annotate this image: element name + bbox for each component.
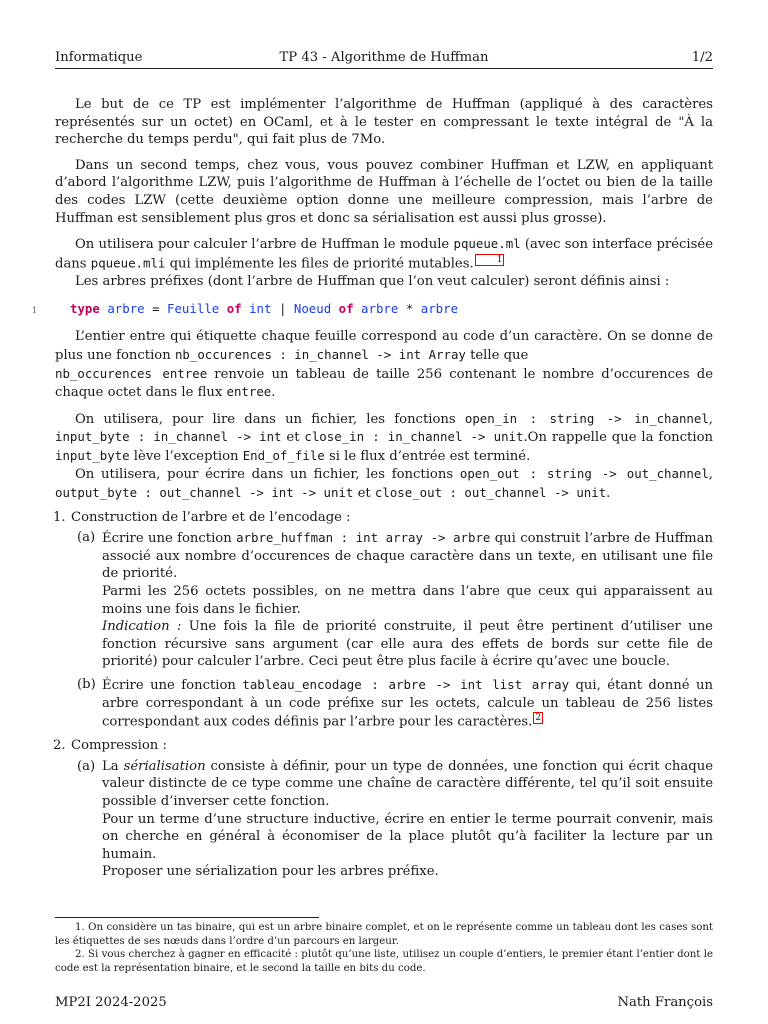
question-text (102, 758, 713, 811)
inline-code: open_in : string -> in_channel (464, 410, 709, 426)
question-label: (a) (77, 530, 96, 546)
inline-code: output_byte : out_channel -> int -> unit (55, 485, 354, 501)
exercise-1-subitems (71, 529, 713, 731)
inline-code: nb_occurences : in_channel -> int Array (174, 346, 466, 362)
header-subject: Informatique (55, 50, 143, 65)
code-type: int (249, 301, 272, 317)
text: On utilisera pour calculer l’arbre de Huffman le module (75, 237, 454, 253)
code-keyword: of (338, 301, 354, 317)
intro-paragraph-2: Dans un second temps, chez vous, vous pouvez combiner Huffman et LZW, en appliquant d’abord l’algorithme LZW, puis l’algorithme de Huffman à l’échelle de l’octet ou bien de la taille des codes LZW (cette deuxième option donne une meilleure compression, mais l’arbre de Huffman est sensiblement plus gros et donc sa sérialisation est aussi plus grosse). (55, 157, 713, 226)
code-constructor: Feuille (167, 301, 220, 317)
text: Une fois la file de priorité construite, il peut être pertinent d’utiliser une fonction récursive sans argument (car elle aura des effets de bords sur cette file de priorité) pour calculer l’arbre. Ceci peut être plus facile à écrire qu’avec une boucle. (102, 619, 713, 670)
text: telle que (465, 347, 529, 363)
emphasis: sérialisation (123, 758, 206, 774)
exercise-2-subitems (71, 758, 713, 881)
header-page-number: 1/2 (691, 50, 713, 65)
text: L’entier entre qui étiquette chaque feuille correspond au code d’un caractère. On se donne de plus une fonction (55, 329, 713, 363)
question-text: Pour un terme d’une structure inductive, écrire en entier le terme pourrait convenir, mais on cherche en général à économiser de la place plutôt qu’à faciliter la lecture par un humain. (102, 811, 713, 862)
inline-code: input_byte : in_channel -> int (55, 429, 282, 445)
text: On utilisera, pour écrire dans un fichier, les fonctions (75, 467, 460, 483)
exercise-2 (55, 737, 713, 881)
footnote-2: 2. Si vous cherchez à gagner en efficacité : plutôt qu’une liste, utilisez un couple d’entiers, le premier étant l’entier dont le code est la représentation binaire, et le second la taille en bits du code. (55, 949, 713, 974)
page-header (55, 50, 713, 69)
inline-code: pqueue.ml (453, 236, 521, 252)
question-text: Parmi les 256 octets possibles, on ne mettra dans l’abre que ceux qui apparaissent au moins une fois dans le fichier. (102, 584, 713, 617)
header-title: TP 43 - Algorithme de Huffman (279, 50, 489, 65)
code-token: = (144, 301, 168, 317)
code-token: | (271, 301, 294, 317)
question-text (102, 529, 713, 583)
code-type: arbre (361, 301, 399, 317)
text: Écrire une fonction (102, 531, 237, 547)
text: et (281, 430, 305, 446)
exercise-number: 2. (53, 738, 66, 754)
question-text: Proposer une sérialization pour les arbres préfixe. (102, 864, 439, 880)
text: et (353, 486, 375, 502)
intro-paragraph-1: Le but de ce TP est implémenter l’algorithme de Huffman (appliqué à des caractères représentés sur un octet) en OCaml, et à le tester en compressant le texte intégral de "À la recherche du temps perdu", qui fait plus de 7Mo. (55, 97, 713, 148)
code-keyword: of (226, 301, 242, 317)
code-constructor: Noeud (293, 301, 332, 317)
inline-code: close_out : out_channel -> unit (374, 485, 607, 501)
exercise-list (55, 509, 713, 881)
text: lève l’exception (129, 448, 243, 464)
footer-class: MP2I 2024-2025 (55, 995, 167, 1010)
inline-code: input_byte (55, 447, 130, 463)
text: . (606, 486, 611, 502)
footer-author: Nath François (617, 995, 713, 1010)
text: (avec son interface précisée dans (55, 237, 713, 272)
intro-paragraph-3 (55, 235, 713, 273)
intro-paragraph-4: Les arbres préfixes (dont l’arbre de Huffman que l’on veut calculer) seront définis ainsi : (75, 273, 670, 289)
text: Écrire une fonction (102, 678, 243, 694)
inline-code: nb_occurences entree (55, 365, 208, 381)
line-number: 1 (32, 306, 38, 316)
text: .On rappelle que la fonction (523, 430, 714, 446)
footnotes (55, 921, 713, 975)
exercise-title: Compression : (71, 738, 167, 754)
text: , (708, 411, 713, 427)
exercise-number: 1. (53, 509, 66, 525)
paragraph-reading (55, 410, 713, 466)
code-token: * (398, 301, 421, 317)
code-block (32, 300, 713, 318)
indication-label: Indication : (102, 619, 182, 635)
paragraph-nb-occurences (55, 328, 713, 401)
code-keyword: type (70, 301, 100, 317)
text: , (708, 467, 713, 483)
inline-code: open_out : string -> out_channel (459, 466, 709, 482)
exercise-title: Construction de l’arbre et de l’encodage : (71, 509, 351, 525)
code-type: arbre (107, 301, 145, 317)
main-content (32, 96, 714, 887)
question-2a (71, 758, 713, 881)
text: qui construit l’arbre de Huffman associé aux nombre d’occurences de chaque caractère dans un texte, en utilisant une file de priorité. (102, 531, 713, 582)
code-type: arbre (420, 301, 459, 317)
question-1a (71, 529, 713, 671)
footnote-rule (55, 917, 319, 918)
text: On utilisera, pour lire dans un fichier, les fonctions (75, 411, 465, 427)
exercise-1 (55, 509, 713, 732)
text: La (102, 758, 124, 774)
footnote-1: 1. On considère un tas binaire, qui est un arbre binaire complet, et on le représente comme un tableau dont les cases sont les étiquettes de ses nœuds dans l’ordre d’un parcours en largeur. (55, 922, 713, 947)
text: . (271, 385, 276, 401)
paragraph-writing (55, 465, 713, 502)
question-text (102, 676, 713, 731)
inline-code: arbre_huffman : int array -> arbre (236, 530, 491, 546)
footnote-ref-1[interactable]: 1 (475, 254, 505, 266)
question-label: (a) (77, 758, 96, 774)
inline-code: entree (226, 384, 272, 400)
footnote-ref-2[interactable]: 2 (535, 713, 542, 724)
question-1b (71, 676, 713, 731)
inline-code: End_of_file (242, 447, 325, 463)
inline-code: pqueue.mli (90, 255, 166, 271)
text: qui, étant donné un arbre correspondant à un code préfixe sur les octets, calcule un tableau de 256 listes correspondant aux codes définis par l’arbre pour les caractères. (102, 678, 714, 730)
indication (102, 618, 713, 671)
inline-code: close_in : in_channel -> unit (304, 429, 524, 445)
text: si le flux d’entrée est terminé. (324, 448, 531, 464)
text: consiste à définir, pour un type de données, une fonction qui écrit chaque valeur distincte de ce type comme une chaîne de caractère différente, tel qu’il soit ensuite possible d’inverser cette fonction. (102, 758, 713, 809)
text: renvoie un tableau de taille 256 contenant le nombre d’occurences de chaque octet dans le flux (55, 366, 713, 401)
question-label: (b) (77, 677, 96, 693)
inline-code: tableau_encodage : arbre -> int list array (242, 677, 570, 693)
text: qui implémente les files de priorité mutables. (165, 256, 474, 272)
